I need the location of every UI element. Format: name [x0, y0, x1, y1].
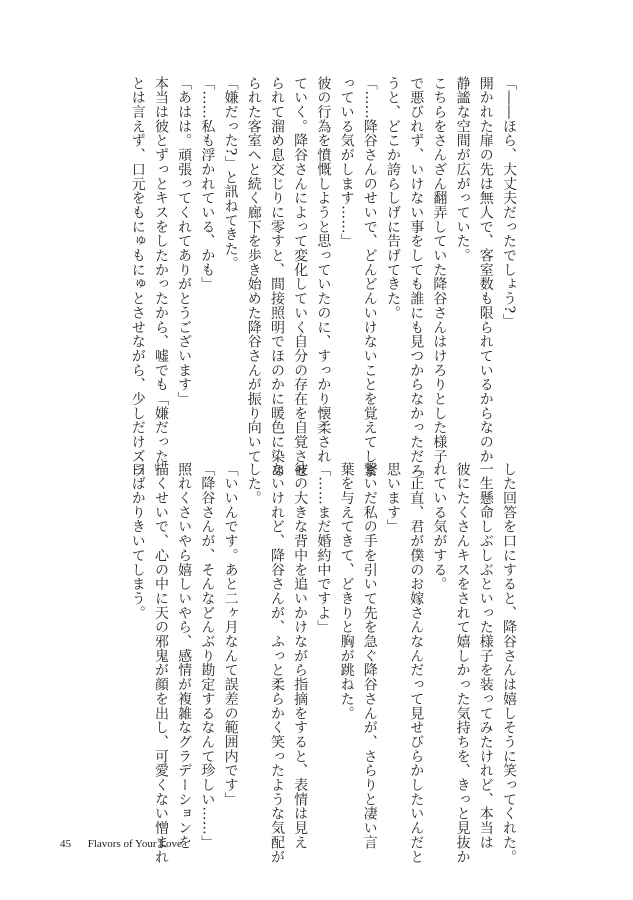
text-line: 「……私も浮かれている、かも」 [199, 76, 216, 292]
text-line: 照れくさいやら嬉しいやら、感情が複雑なグラデーションを [176, 462, 193, 850]
text-line: 「……まだ婚約中ですよ」 [315, 462, 332, 635]
text-line: 彼の行為を憤慨しようと思っていたのに、すっかり懐柔され [315, 76, 332, 464]
text-line: 一生懸命しぶしぶといった様子を装ってみたけれど、本当は [477, 462, 494, 850]
text-line: 葉を与えてきて、どきりと胸が跳ねた。 [338, 462, 355, 721]
text-line: 思います」 [384, 462, 401, 534]
text-line: 「嫌だった?」と訊ねてきた。 [222, 76, 239, 271]
text-line: こちらをさんざん翻弄していた降谷さんはけろりとした様子 [431, 76, 448, 464]
text-line: 彼の大きな背中を追いかけながら指摘をすると、表情は見え [292, 462, 309, 850]
page-footer [60, 838, 182, 850]
text-line: 口ばかりきいてしまう。 [129, 462, 146, 620]
text-line: れている気がする。 [431, 462, 448, 592]
text-line: した回答を口にすると、降谷さんは嬉しそうに笑ってくれた。 [501, 462, 517, 864]
text-line: 「あはは。頑張ってくれてありがとうございます」 [176, 76, 193, 407]
text-line: とは言えず、口元をもにゅもにゅとさせながら、少しだけズラ [129, 76, 146, 478]
text-line: 「……降谷さんのせいで、どんどんいけないことを覚えてしま [361, 76, 378, 478]
text-line: 描くせいで、心の中に天の邪鬼が顔を出し、可愛くない憎まれ [152, 462, 169, 864]
text-line: で悪びれず、いけない事をしても誰にも見つからなかっただろ [408, 76, 425, 478]
text-line: 本当は彼とずっとキスをしたかったから、嘘でも「嫌だった」 [152, 76, 169, 478]
text-line: られた客室へと続く廊下を歩き始めた降谷さんが振り向いて [245, 76, 262, 464]
upper-text-block [126, 76, 520, 478]
text-line: 開かれた扉の先は無人で、客室数も限られているからなのか [477, 76, 494, 464]
text-line: 「――ほら、大丈夫だったでしょう?」 [501, 76, 517, 328]
page-number: 45 [60, 838, 71, 850]
text-line: 「正直、君が僕のお嫁さんなんだって見せびらかしたいんだと [408, 462, 425, 864]
text-line: 「降谷さんが、そんなどんぶり勘定するなんて珍しい……」 [199, 462, 216, 850]
text-line: 彼にたくさんキスをされて嬉しかった気持ちを、きっと見抜か [454, 462, 471, 864]
text-line: 静謐な空間が広がっていた。 [454, 76, 471, 263]
text-line: した。 [245, 462, 262, 506]
text-line: ないけれど、降谷さんが、ふっと柔らかく笑ったような気配が [268, 462, 285, 864]
text-line: っている気がします……」 [338, 76, 355, 249]
text-line: 繋いだ私の手を引いて先を急ぐ降谷さんが、さらりと凄い言 [361, 462, 378, 850]
text-line: 「いいんです。あと二ヶ月なんて誤差の範囲内です」 [222, 462, 239, 807]
book-title: Flavors of Your Love [87, 838, 182, 850]
text-line: うと、どこか誇らしげに告げてきた。 [384, 76, 401, 320]
text-line: られて溜め息交じりに零すと、間接照明でほのかに暖色に染め [268, 76, 285, 478]
text-line: ていく。降谷さんによって変化していく自分の存在を自覚させ [292, 76, 309, 478]
